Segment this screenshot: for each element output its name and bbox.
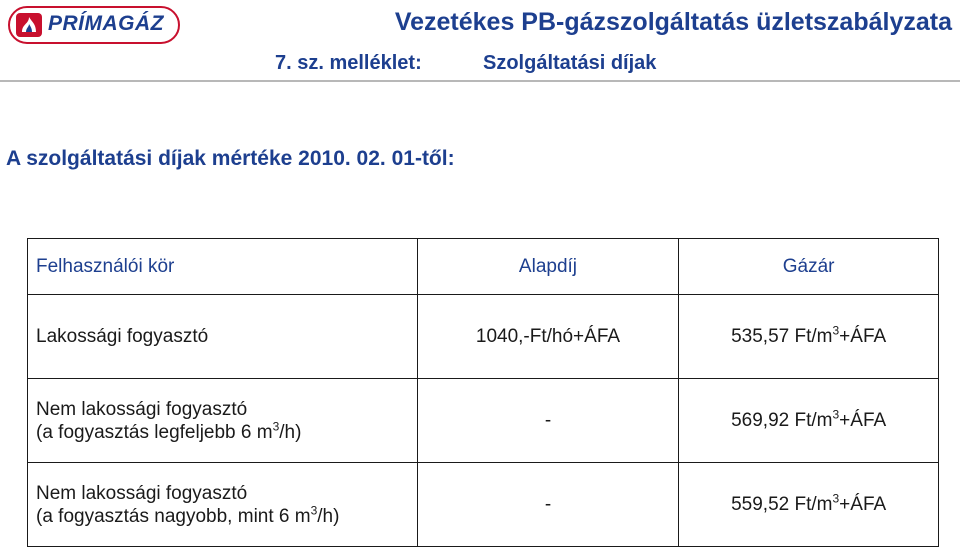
table-row — [28, 295, 939, 379]
annex-title: Szolgáltatási díjak — [483, 52, 657, 74]
base-fee-cell: - — [417, 463, 679, 547]
category-note-exponent: 3 — [310, 503, 318, 518]
table-header-row — [28, 239, 939, 295]
gas-price-exponent: 3 — [832, 491, 840, 506]
primagaz-logo — [8, 6, 180, 44]
category-note — [36, 421, 409, 444]
gas-price-suffix: +ÁFA — [839, 493, 887, 515]
gas-price-exponent: 3 — [832, 323, 840, 338]
fee-table — [27, 238, 939, 547]
category-cell — [28, 463, 418, 547]
category-text: Nem lakossági fogyasztó — [36, 482, 248, 504]
category-note — [36, 505, 409, 528]
gas-price-exponent: 3 — [832, 407, 840, 422]
header-divider — [0, 80, 960, 82]
gas-price-cell — [679, 295, 939, 379]
annex-label: 7. sz. melléklet: — [275, 52, 422, 74]
category-note-suffix: /h) — [279, 421, 302, 443]
category-cell — [28, 295, 418, 379]
category-note-text: (a fogyasztás nagyobb, mint 6 m — [36, 505, 311, 527]
document-title: Vezetékes PB-gázszolgáltatás üzletszabályzata — [394, 8, 952, 36]
header-base-fee: Alapdíj — [417, 239, 679, 295]
table-row — [28, 379, 939, 463]
gas-price-value: 559,52 Ft/m — [731, 493, 833, 515]
gas-price-suffix: +ÁFA — [839, 325, 887, 347]
gas-price-suffix: +ÁFA — [839, 409, 887, 431]
gas-price-value: 535,57 Ft/m — [731, 325, 833, 347]
gas-price-value: 569,92 Ft/m — [731, 409, 833, 431]
header-gas-price: Gázár — [679, 239, 939, 295]
category-cell — [28, 379, 418, 463]
gas-price-cell — [679, 379, 939, 463]
header-category: Felhasználói kör — [28, 239, 418, 295]
base-fee-cell: 1040,-Ft/hó+ÁFA — [417, 295, 679, 379]
category-text: Nem lakossági fogyasztó — [36, 398, 248, 420]
table-row — [28, 463, 939, 547]
base-fee-cell: - — [417, 379, 679, 463]
gas-price-cell — [679, 463, 939, 547]
brand-name: PRÍMAGÁZ — [48, 12, 164, 35]
category-note-exponent: 3 — [272, 419, 280, 434]
flame-logo-icon — [15, 12, 43, 38]
section-heading: A szolgáltatási díjak mértéke 2010. 02. 01-től: — [6, 147, 455, 170]
category-note-text: (a fogyasztás legfeljebb 6 m — [36, 421, 273, 443]
category-note-suffix: /h) — [317, 505, 340, 527]
category-text: Lakossági fogyasztó — [36, 325, 209, 347]
